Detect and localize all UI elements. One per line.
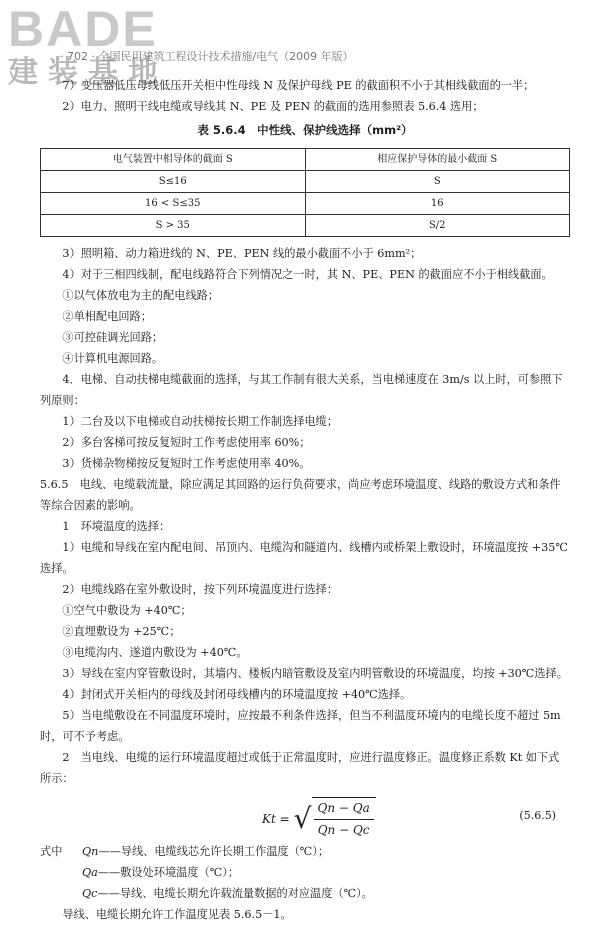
legend-line	[40, 862, 570, 883]
paragraph: ②单相配电回路；	[62, 310, 152, 323]
legend-text: ——导线、电缆长期允许载流量数据的对应温度（℃）。	[97, 887, 373, 900]
paragraph: 2）多台客梯可按反复短时工作考虑使用率 60%；	[62, 436, 311, 449]
table-header-cell: 相应保护导体的最小截面 S	[305, 149, 570, 171]
paragraph: ③电缆沟内、遂道内敷设为 +40℃。	[62, 646, 248, 659]
paragraph: 2）电力、照明干线电缆或导线其 N、PE 及 PEN 的截面的选用参照表 5.6.4 选用；	[62, 100, 484, 113]
table-cell: 16	[305, 193, 570, 215]
paragraph: 2）电缆线路在室外敷设时，按下列环境温度进行选择：	[62, 583, 339, 596]
paragraph: 7）变压器低压母线低压开关柜中性母线 N 及保护母线 PE 的截面积不小于其相线截面的一半；	[62, 79, 535, 92]
paragraph: 1）二台及以下电梯或自动扶梯按长期工作制选择电缆；	[62, 415, 339, 428]
formula-body	[262, 797, 376, 841]
formula-fraction	[312, 797, 376, 841]
table-cell: S > 35	[41, 215, 306, 237]
legend-text: ——导线、电缆线芯允许长期工作温度（℃）；	[98, 845, 330, 858]
formula-number: (5.6.5)	[519, 809, 556, 822]
paragraph: ①空气中敷设为 +40℃；	[62, 604, 192, 617]
logo-sub-text: 建装基地	[8, 55, 168, 90]
paragraph: 3）货梯杂物梯按反复短时工作考虑使用率 40%。	[62, 457, 311, 470]
table-header-row	[41, 149, 570, 171]
paragraph: 3）照明箱、动力箱进线的 N、PE、PEN 线的最小截面不小于 6mm²；	[62, 247, 422, 260]
paragraph: ③可控硅调光回路；	[62, 331, 164, 344]
paragraph: 5）当电缆敷设在不同温度环境时，应按最不利条件选择，但当不利温度环境内的电缆长度不超过 5m 时，可不予考虑。	[40, 709, 561, 743]
paragraph: ④计算机电源回路。	[62, 352, 164, 365]
closing-paragraph: 导线、电缆长期允许工作温度见表 5.6.5－1。	[62, 908, 292, 921]
legend-text: ——敷设处环境温度（℃）；	[97, 866, 240, 879]
document-body	[40, 75, 570, 925]
paragraph: 4）封闭式开关柜内的母线及封闭母线槽内的环境温度按 +40℃选择。	[62, 688, 412, 701]
legend-symbol: Qa	[82, 866, 98, 879]
paragraph: ①以气体放电为主的配电线路；	[62, 289, 220, 302]
sqrt-symbol	[294, 797, 376, 841]
conductor-table	[40, 148, 570, 237]
table-cell: S≤16	[41, 171, 306, 193]
table-row	[41, 215, 570, 237]
table-title: 表 5.6.4 中性线、保护线选择（mm²）	[197, 123, 413, 137]
paragraph: ②直埋敷设为 +25℃；	[62, 625, 181, 638]
table-cell: 16 < S≤35	[41, 193, 306, 215]
legend-symbol: Qc	[82, 887, 98, 900]
paragraph: 1 环境温度的选择：	[62, 520, 171, 533]
table-header-cell: 电气装置中相导体的截面 S	[41, 149, 306, 171]
temperature-correction-formula	[40, 791, 570, 837]
radical-sign: √	[293, 802, 312, 835]
table-row	[41, 171, 570, 193]
formula-numerator: Qn − Qa	[314, 798, 374, 820]
table-cell: S/2	[305, 215, 570, 237]
table-cell: S	[305, 171, 570, 193]
formula-lhs: Kt =	[262, 811, 290, 826]
paragraph: 3）导线在室内穿管敷设时，其墙内、楼板内暗管敷设及室内明管敷设的环境温度，均按 +30℃选择。	[62, 667, 568, 680]
logo-main-text: BADE	[8, 1, 158, 57]
paragraph: 4．电梯、自动扶梯电缆截面的选择，与其工作制有很大关系，当电梯速度在 3m/s 以上时，可参照下列原则：	[40, 373, 563, 407]
legend-line	[40, 883, 570, 904]
table-row	[41, 193, 570, 215]
paragraph: 2 当电线、电缆的运行环境温度超过或低于正常温度时，应进行温度修正。温度修正系数 Kt 如下式所示：	[40, 751, 560, 785]
legend-line	[40, 841, 570, 862]
formula-legend	[40, 841, 570, 904]
paragraph: 1）电缆和导线在室内配电间、吊顶内、电缆沟和隧道内、线槽内或桥架上敷设时，环境温度按 +35℃选择。	[40, 541, 568, 575]
formula-denominator: Qn − Qc	[317, 823, 370, 837]
legend-prefix: 式中	[40, 845, 63, 858]
paragraph: 5.6.5 电线、电缆载流量，除应满足其回路的运行负荷要求，尚应考虑环境温度、线路的敷设方式和条件等综合因素的影响。	[40, 478, 561, 512]
paragraph: 4）对于三相四线制，配电线路符合下列情况之一时，其 N、PE、PEN 的截面应不小于相线截面。	[62, 268, 553, 281]
legend-symbol: Qn	[82, 845, 99, 858]
running-header: · 702 · 全国民用建筑工程设计技术措施/电气（2009 年版）	[60, 50, 354, 63]
paragraph-list	[40, 243, 570, 789]
